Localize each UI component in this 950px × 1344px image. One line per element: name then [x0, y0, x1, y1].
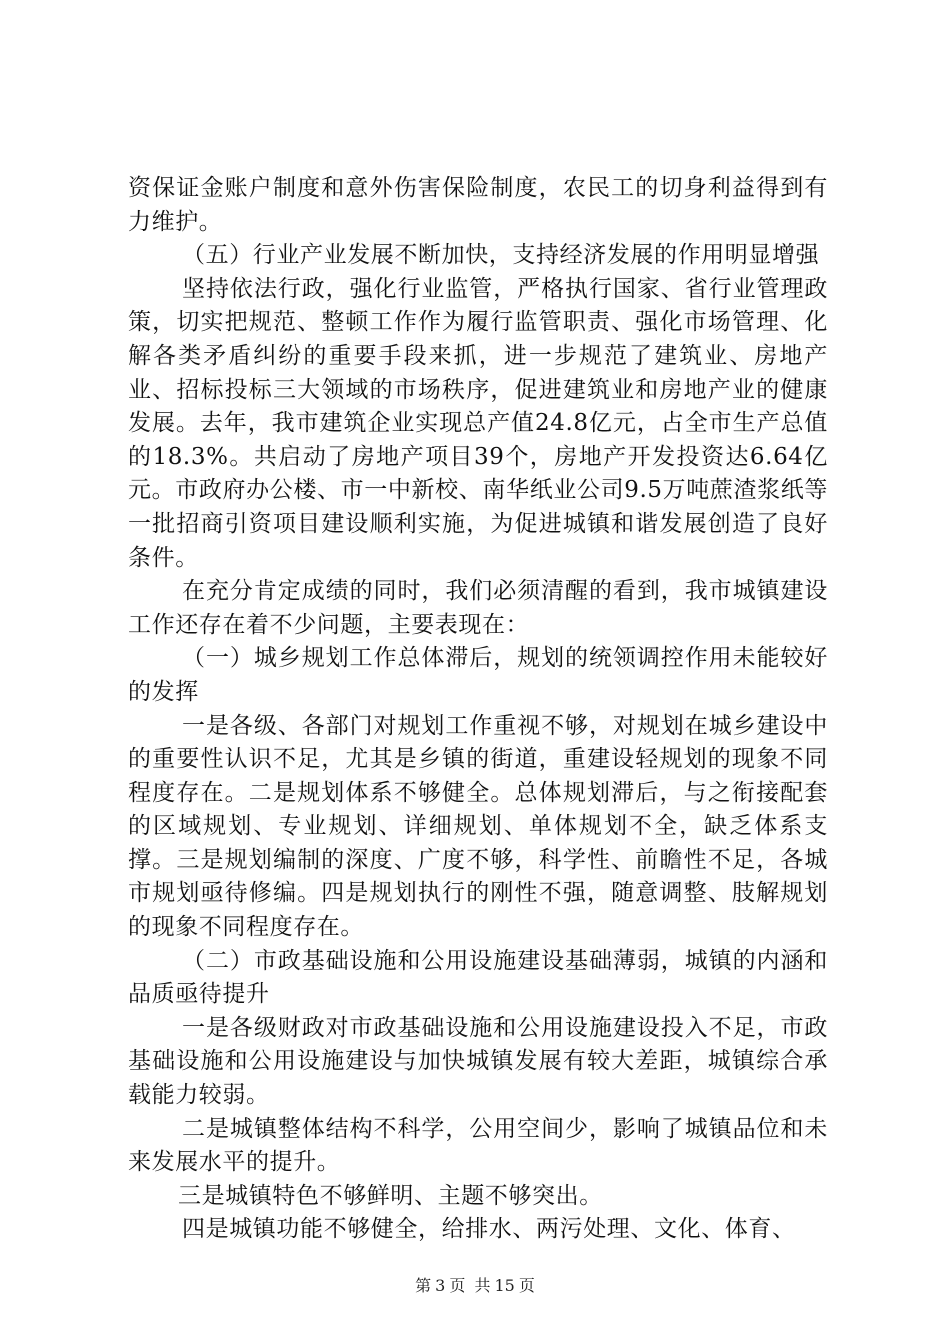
section-heading-5: （五）行业产业发展不断加快，支持经济发展的作用明显增强 [182, 242, 820, 269]
page-prefix: 第 [415, 1276, 432, 1295]
paragraph-8: 一是各级财政对市政基础设施和公用设施建设投入不足，市政基础设施和公用设施建设与加快城镇发展有较大差距，城镇综合承载能力较弱。 [128, 1014, 828, 1109]
paragraph-9: 二是城镇整体结构不科学，公用空间少，影响了城镇品位和未来发展水平的提升。 [128, 1115, 828, 1176]
page-number: 3 [435, 1276, 446, 1295]
total-unit: 页 [518, 1276, 535, 1295]
page-footer [0, 1276, 950, 1296]
total-pages: 15 [494, 1276, 515, 1295]
paragraph-4: 在充分肯定成绩的同时，我们必须清醒的看到，我市城镇建设工作还存在着不少问题，主要表现在： [128, 578, 828, 638]
document-body [128, 172, 828, 1247]
paragraph-10: 三是城镇特色不够鲜明、主题不够突出。 [178, 1182, 603, 1209]
paragraph-11: 四是城镇功能不够健全，给排水、两污处理、文化、体育、 [182, 1216, 796, 1243]
page-unit: 页 [449, 1276, 466, 1295]
section-heading-2: （二）市政基础设施和公用设施建设基础薄弱，城镇的内涵和品质亟待提升 [128, 947, 828, 1008]
total-prefix: 共 [474, 1276, 491, 1295]
paragraph-6: 一是各级、各部门对规划工作重视不够，对规划在城乡建设中的重要性认识不足，尤其是乡镇的街道，重建设轻规划的现象不同程度存在。二是规划体系不够健全。总体规划滞后，与之衔接配套的区域规划、专业规划、详细规划、单体规划不全，缺乏体系支撑。三是规划编制的深度、广度不够，科学性、前瞻性不足，各城市规划亟待修编。四是规划执行的刚性不强，随意调整、肢解规划的现象不同程度存在。 [128, 712, 828, 941]
section-heading-1: （一）城乡规划工作总体滞后，规划的统领调控作用未能较好的发挥 [128, 645, 828, 705]
paragraph-3: 坚持依法行政，强化行业监管，严格执行国家、省行业管理政策，切实把规范、整顿工作作为履行监管职责、强化市场管理、化解各类矛盾纠纷的重要手段来抓，进一步规范了建筑业、房地产业、招标投标三大领域的市场秩序，促进建筑业和房地产业的健康发展。去年，我市建筑企业实现总产值24.8亿元，占全市生产总值的18.3%。共启动了房地产项目39个，房地产开发投资达6.64亿元。市政府办公楼、市一中新校、南华纸业公司9.5万吨蔗渣浆纸等一批招商引资项目建设顺利实施，为促进城镇和谐发展创造了良好条件。 [128, 275, 828, 571]
paragraph-1: 资保证金账户制度和意外伤害保险制度，农民工的切身利益得到有力维护。 [128, 175, 828, 235]
